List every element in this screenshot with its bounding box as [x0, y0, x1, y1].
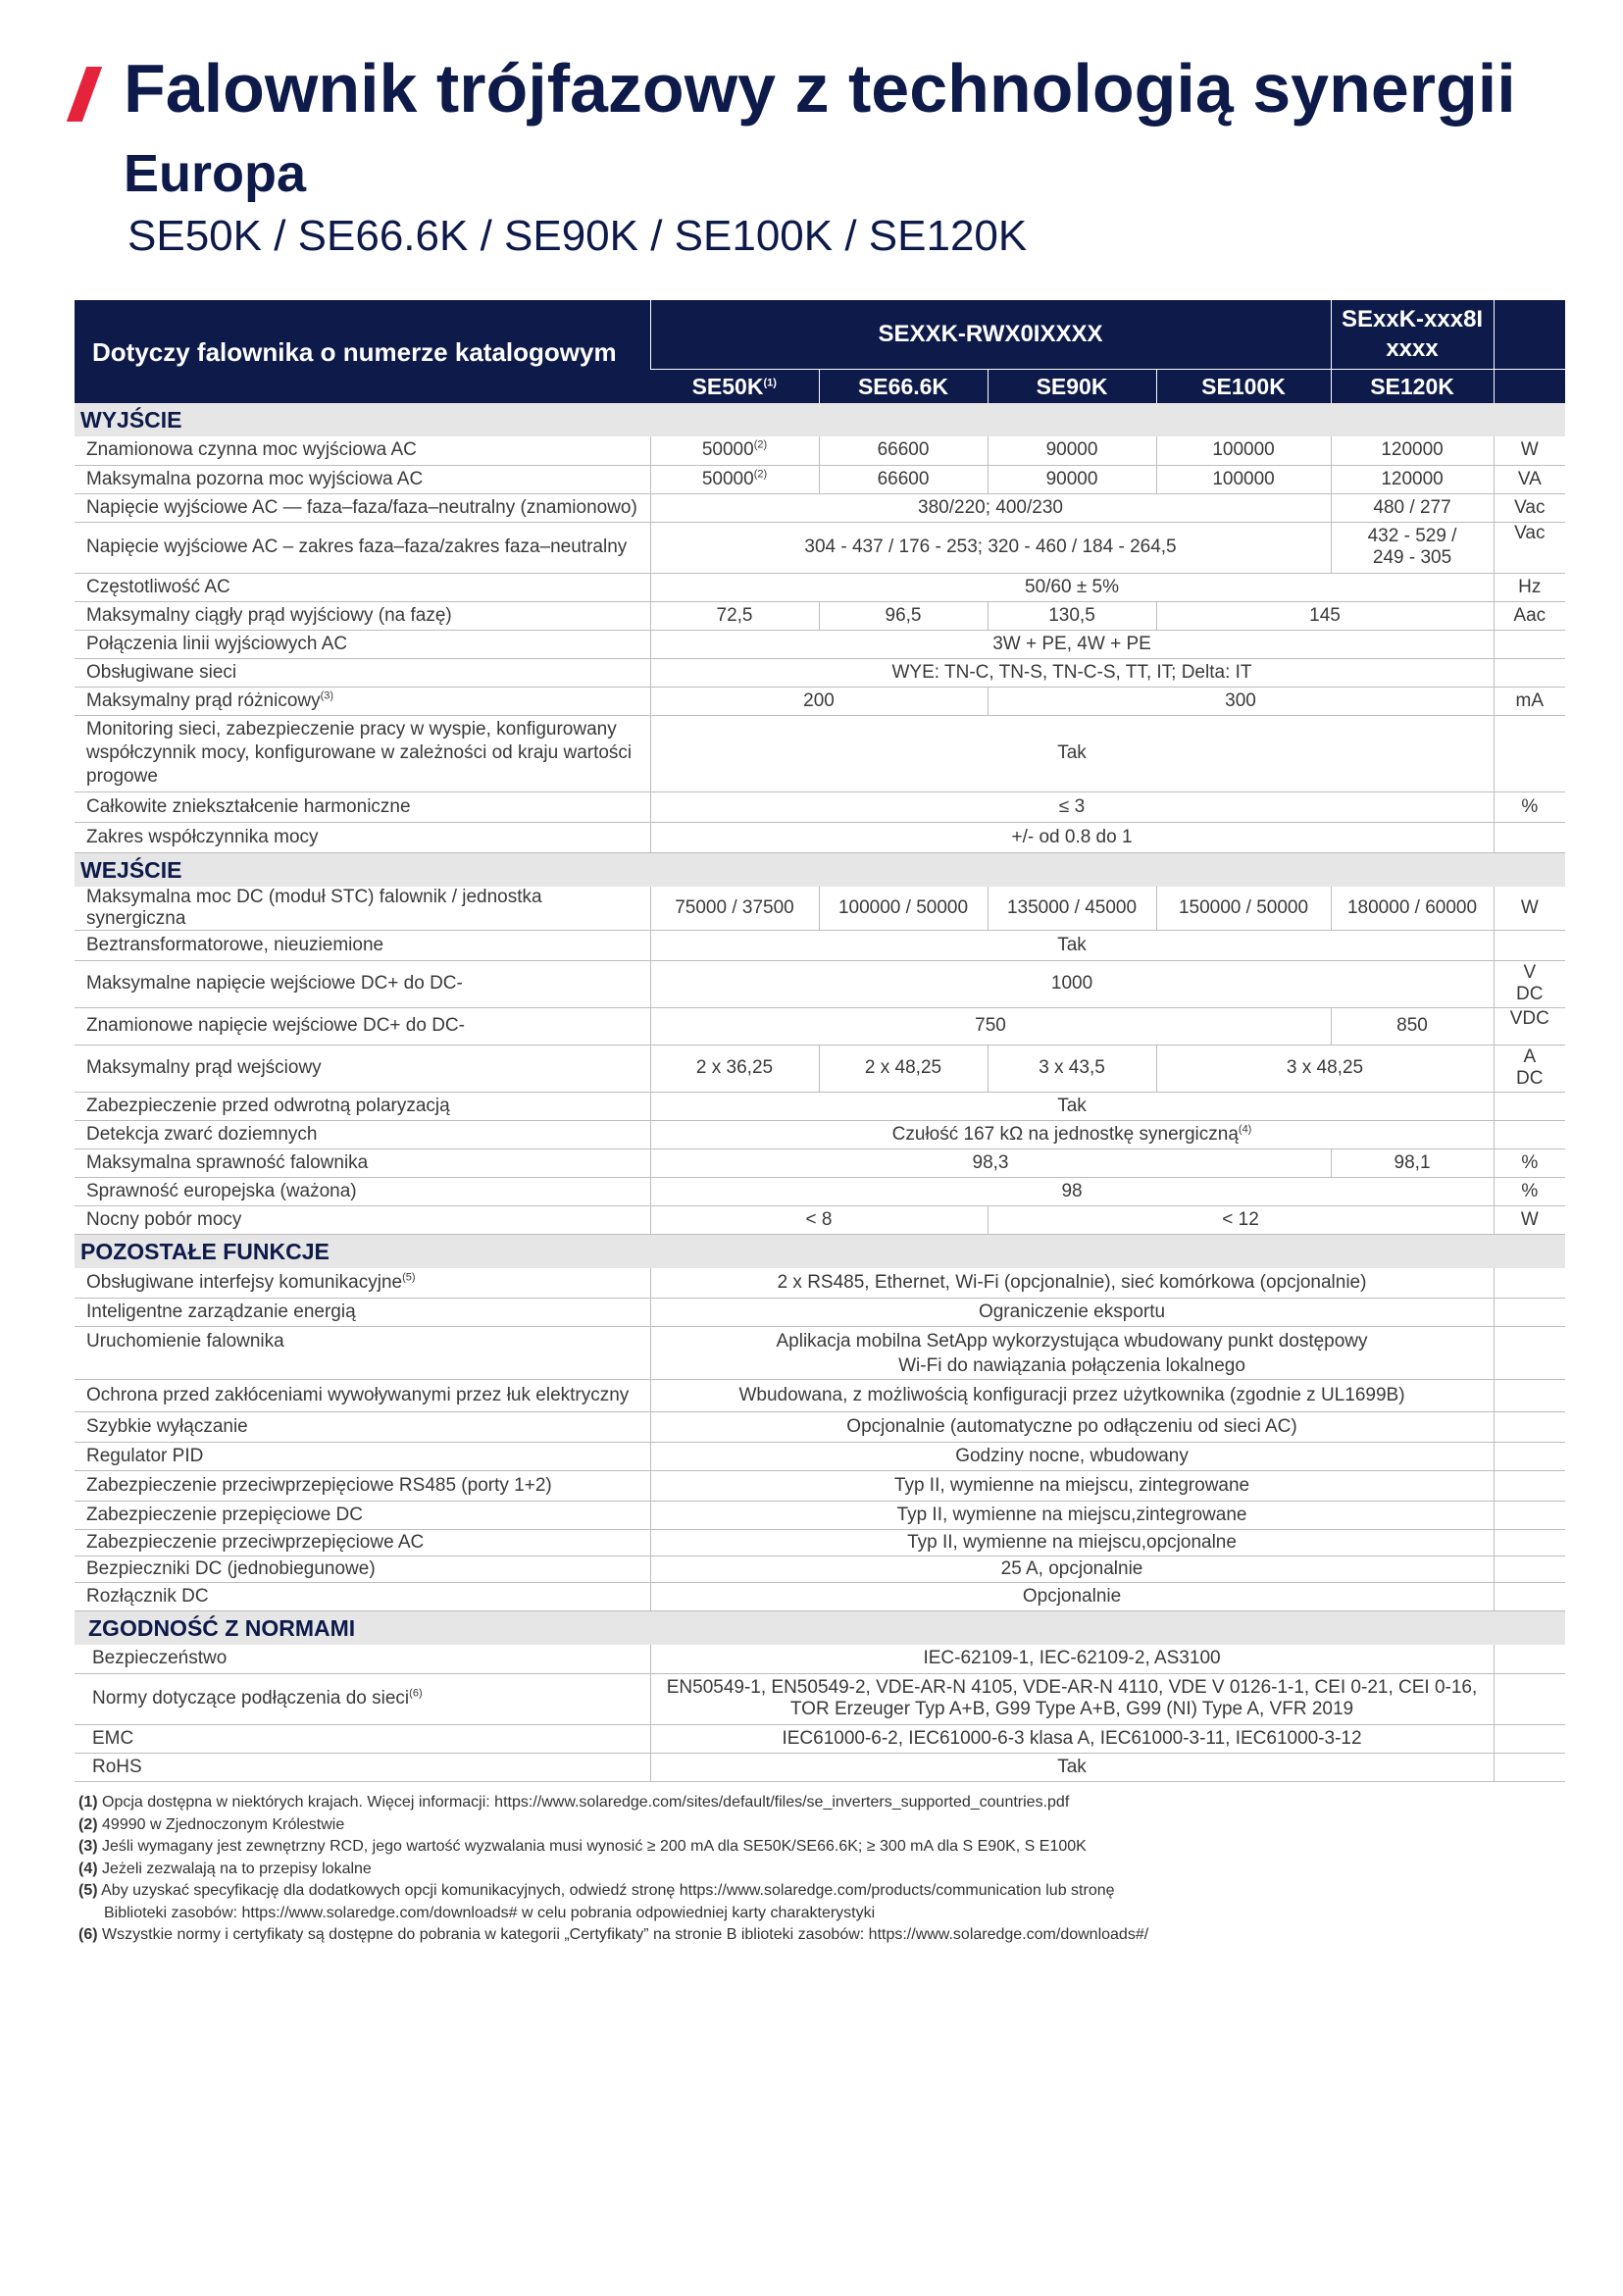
region-subtitle: Europa	[124, 144, 307, 203]
table-row: Znamionowe napięcie wejściowe DC+ do DC- 750 850 VDC	[75, 1007, 1565, 1045]
table-row: Maksymalna pozorna moc wyjściowa AC 50000$^{(2)}$ 66600 90000 100000 120000 VA	[75, 465, 1565, 493]
table-row: Bezpieczniki DC (jednobiegunowe) 25 A, opcjonalnie	[75, 1556, 1565, 1583]
table-row: Połączenia linii wyjściowych AC 3W + PE, 4W + PE	[75, 630, 1565, 658]
table-row: Całkowite zniekształcenie harmoniczne ≤ 3 %	[75, 791, 1565, 822]
catalog-group-b: SExxK-xxx8Ixxxx	[1331, 300, 1494, 370]
table-row: Maksymalna sprawność falownika 98,3 98,1 %	[75, 1148, 1565, 1177]
footnote: (2) 49990 w Zjednoczonym Królestwie	[78, 1815, 345, 1833]
table-row: Maksymalna moc DC (moduł STC) falownik / jednostka synergiczna 75000 / 37500 100000 / 50000 135000 / 45000 150000 / 50000 180000 / 60000 W	[75, 887, 1565, 931]
table-row: Szybkie wyłączanie Opcjonalnie (automatyczne po odłączeniu od sieci AC)	[75, 1412, 1565, 1443]
table-row: Maksymalny prąd wejściowy 2 x 36,25 2 x 48,25 3 x 43,5 3 x 48,25 A DC	[75, 1045, 1565, 1092]
table-row: Regulator PID Godziny nocne, wbudowany	[75, 1443, 1565, 1471]
table-row: Detekcja zwarć doziemnych Czułość 167 kΩ na jednostkę synergiczną$^{(4)}$	[75, 1120, 1565, 1148]
table-row: Maksymalny prąd różnicowy$^{(3)}$ 200 300 mA	[75, 687, 1565, 715]
spec-table	[75, 300, 1565, 1782]
table-row: Maksymalny ciągły prąd wyjściowy (na fazę) 72,5 96,5 130,5 145 Aac	[75, 601, 1565, 630]
header-blank	[1494, 300, 1565, 370]
table-row: Nocny pobór mocy < 8 < 12 W	[75, 1205, 1565, 1234]
table-row: RoHS Tak	[75, 1753, 1565, 1781]
table-row: Napięcie wyjściowe AC — faza–faza/faza–neutralny (znamionowo) 380/220; 400/230 480 / 277 Vac	[75, 493, 1565, 522]
table-row: Zabezpieczenie przepięciowe DC Typ II, wymienne na miejscu,zintegrowane	[75, 1502, 1565, 1530]
table-row: Częstotliwość AC 50/60 ± 5% Hz	[75, 573, 1565, 601]
catalog-group-a: SEXXK-RWX0IXXXX	[650, 300, 1331, 370]
footnote: (6) Wszystkie normy i certyfikaty są dostępne do pobrania w kategorii „Certyfikaty” na stronie B iblioteki zasobów: https://www.solaredge.com/downloads#/	[78, 1926, 1149, 1943]
model-se66k: SE66.6K	[819, 370, 988, 404]
model-list: SE50K / SE66.6K / SE90K / SE100K / SE120K	[127, 212, 1028, 260]
table-row: Uruchomienie falownika Aplikacja mobilna SetApp wykorzystująca wbudowany punkt dostępowy Wi-Fi do nawiązania połączenia lokalnego	[75, 1327, 1565, 1380]
table-row: Maksymalne napięcie wejściowe DC+ do DC- 1000 V DC	[75, 960, 1565, 1007]
section-compliance: ZGODNOŚĆ Z NORMAMI	[75, 1611, 1565, 1646]
table-row: Normy dotyczące podłączenia do sieci$^{(6)}$ EN50549-1, EN50549-2, VDE-AR-N 4105, VDE-AR-N 4110, VDE V 0126-1-1, CEI 0-21, CEI 0-16, TOR Erzeuger Typ A+B, G99 Type A+B, G99 (NI) Type A, VFR 2019	[75, 1673, 1565, 1724]
table-header-row	[75, 300, 1565, 370]
catalog-number-label: Dotyczy falownika o numerze katalogowym	[75, 300, 650, 403]
table-row: Zabezpieczenie przeciwprzepięciowe RS485 (porty 1+2) Typ II, wymienne na miejscu, zintegrowane	[75, 1471, 1565, 1502]
model-se50k: $SE50K^{(1)}$	[650, 370, 819, 404]
footnote: (5) Aby uzyskać specyfikację dla dodatkowych opcji komunikacyjnych, odwiedź stronę https://www.solaredge.com/products/communication lub stronę	[78, 1882, 1115, 1899]
table-row: Bezpieczeństwo IEC-62109-1, IEC-62109-2, AS3100	[75, 1645, 1565, 1673]
table-row: Sprawność europejska (ważona) 98 %	[75, 1177, 1565, 1205]
table-row: Obsługiwane interfejsy komunikacyjne$^{(5)}$ 2 x RS485, Ethernet, Wi-Fi (opcjonalnie), sieć komórkowa (opcjonalnie)	[75, 1268, 1565, 1299]
footnote: (3) Jeśli wymagany jest zewnętrzny RCD, jego wartość wyzwalania musi wynosić ≥ 200 mA dla SE50K/SE66.6K; ≥ 300 mA dla S E90K, S E100K	[78, 1838, 1087, 1855]
table-row: Zabezpieczenie przed odwrotną polaryzacją Tak	[75, 1092, 1565, 1120]
model-se100k: SE100K	[1156, 370, 1331, 404]
table-row: Inteligentne zarządzanie energią Ograniczenie eksportu	[75, 1299, 1565, 1327]
table-row: Beztransformatorowe, nieuziemione Tak	[75, 930, 1565, 960]
footnote-continuation: Biblioteki zasobów: https://www.solaredge.com/downloads# w celu pobrania odpowiedniej karty charakterystyki	[104, 1904, 876, 1921]
model-se120k: SE120K	[1331, 370, 1494, 404]
table-row: Zabezpieczenie przeciwprzepięciowe AC Typ II, wymienne na miejscu,opcjonalne	[75, 1530, 1565, 1556]
header-blank	[1494, 370, 1565, 404]
section-other-functions: POZOSTAŁE FUNKCJE	[75, 1234, 1565, 1268]
footnote: (1) Opcja dostępna w niektórych krajach. Więcej informacji: https://www.solaredge.com/sites/default/files/se_inverters_supported_countries.pdf	[78, 1794, 1070, 1811]
table-row: Znamionowa czynna moc wyjściowa AC 50000$^{(2)}$ 66600 90000 100000 120000 W	[75, 436, 1565, 465]
table-row: Zakres współczynnika mocy +/- od 0.8 do 1	[75, 822, 1565, 852]
footnotes	[78, 1792, 1569, 1947]
table-row: Monitoring sieci, zabezpieczenie pracy w wyspie, konfigurowany współczynnik mocy, konfigurowane w zależności od kraju wartości progowe Tak	[75, 715, 1565, 791]
table-row: Ochrona przed zakłóceniami wywoływanymi przez łuk elektryczny Wbudowana, z możliwością konfiguracji przez użytkownika (zgodnie z UL1699B)	[75, 1380, 1565, 1412]
section-output: WYJŚCIE	[75, 403, 1565, 436]
model-se90k: SE90K	[988, 370, 1156, 404]
brand-slash-mark	[67, 67, 102, 122]
table-row: Napięcie wyjściowe AC – zakres faza–faza/zakres faza–neutralny 304 - 437 / 176 - 253; 320 - 460 / 184 - 264,5 432 - 529 / 249 - 305 Vac	[75, 522, 1565, 573]
section-input: WEJŚCIE	[75, 852, 1565, 887]
table-row: EMC IEC61000-6-2, IEC61000-6-3 klasa A, IEC61000-3-11, IEC61000-3-12	[75, 1724, 1565, 1753]
table-row: Obsługiwane sieci WYE: TN-C, TN-S, TN-C-S, TT, IT; Delta: IT	[75, 658, 1565, 687]
footnote: (4) Jeżeli zezwalają na to przepisy lokalne	[78, 1860, 372, 1877]
table-row: Rozłącznik DC Opcjonalnie	[75, 1583, 1565, 1611]
page-title: Falownik trójfazowy z technologią synergii	[124, 50, 1516, 127]
